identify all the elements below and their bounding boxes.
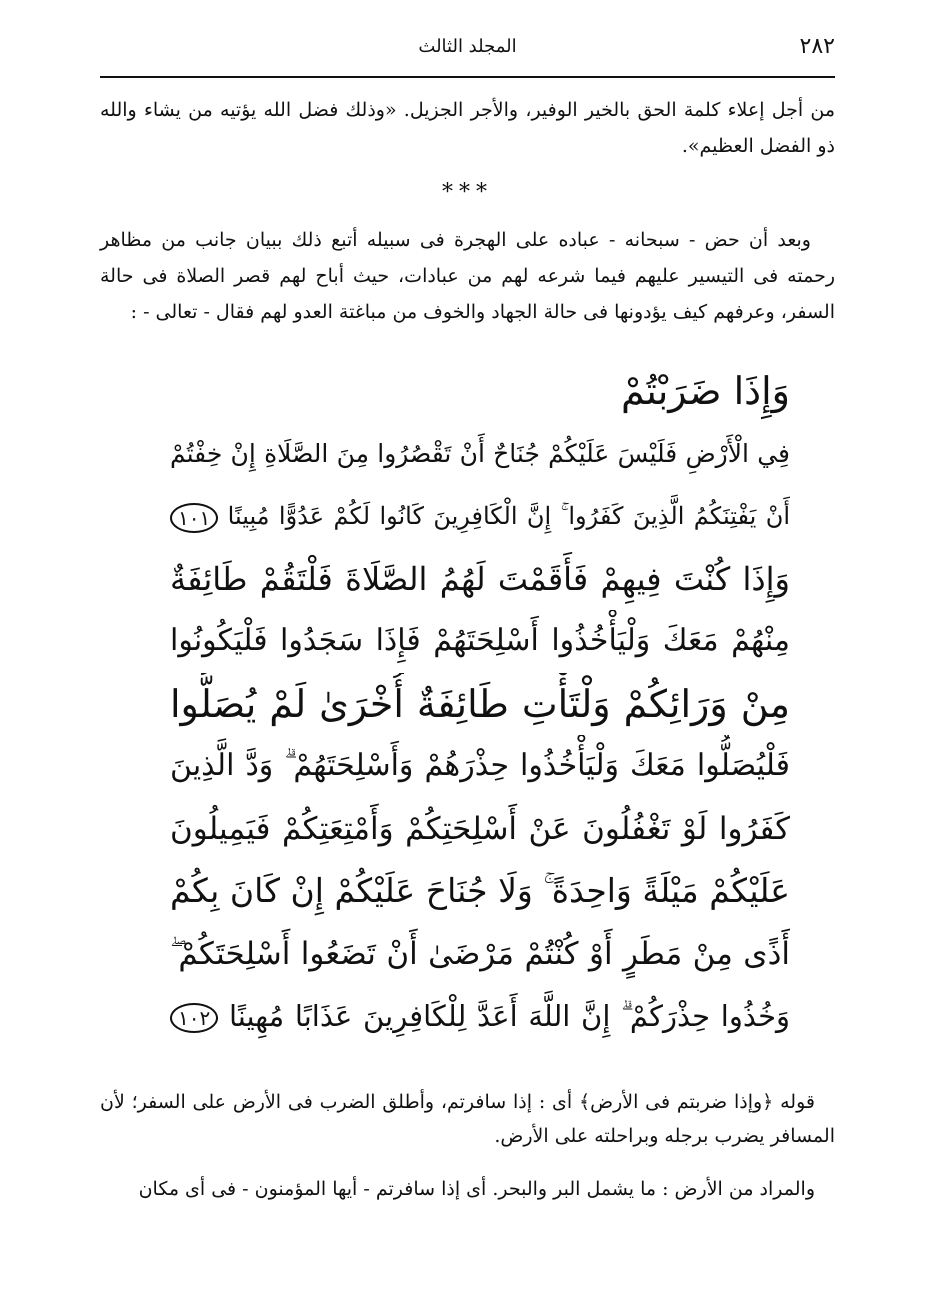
quran-verse-block: [170, 360, 790, 1048]
page-header: [100, 30, 835, 70]
verse-line: فَلْيُصَلُّوا مَعَكَ وَلْيَأْخُذُوا حِذْرَهُمْ وَأَسْلِحَتَهُمْ ۗ وَدَّ الَّذِينَ: [170, 748, 790, 783]
volume-title: المجلد الثالث: [418, 36, 517, 57]
header-rule: [100, 76, 835, 78]
paragraph-commentary-continued: والمراد من الأرض : ما يشمل البر والبحر. أى إذا سافرتم - أيها المؤمنون - فى أى مكان: [138, 1178, 815, 1200]
verse-line: فِي الْأَرْضِ فَلَيْسَ عَلَيْكُمْ جُنَاحٌ أَنْ تَقْصُرُوا مِنَ الصَّلَاةِ إِنْ خِفْتُمْ: [170, 438, 790, 468]
verse-line: مِنْهُمْ مَعَكَ وَلْيَأْخُذُوا أَسْلِحَتَهُمْ فَإِذَا سَجَدُوا فَلْيَكُونُوا: [170, 623, 790, 658]
page-number: ٢٨٢: [799, 34, 835, 59]
paragraph-context: وبعد أن حض - سبحانه - عباده على الهجرة فى سبيله أتبع ذلك ببيان جانب من مظاهر رحمته فى التيسير عليهم فيما شرعه لهم من عبادات، حيث أباح لهم قصر الصلاة فى حالة السفر، وعرفهم كيف يؤدونها فى حالة الجهاد والخوف من مباغتة العدو لهم فقال - تعالى - :: [100, 229, 835, 323]
verse-line: وَإِذَا ضَرَبْتُمْ: [620, 369, 790, 413]
verse-line: مِنْ وَرَائِكُمْ وَلْتَأْتِ طَائِفَةٌ أُخْرَىٰ لَمْ يُصَلُّوا: [170, 681, 790, 726]
verse-line: [170, 485, 790, 548]
section-separator: ***: [442, 180, 493, 205]
ayah-number-marker: ١٠١: [170, 503, 218, 533]
verse-line-text: أَنْ يَفْتِنَكُمُ الَّذِينَ كَفَرُوا ۚ إِنَّ الْكَافِرِينَ كَانُوا لَكُمْ عَدُوًّا مُبِينًا: [227, 502, 790, 530]
paragraph-commentary: قوله ﴿وإذا ضربتم فى الأرض﴾ أى : إذا سافرتم، وأطلق الضرب فى الأرض على السفر؛ لأن المسافر يضرب برجله وبراحلته على الأرض.: [100, 1091, 835, 1147]
verse-line-text: وَخُذُوا حِذْرَكُمْ ۗ إِنَّ اللَّهَ أَعَدَّ لِلْكَافِرِينَ عَذَابًا مُهِينًا: [228, 999, 790, 1033]
ayah-number-marker: ١٠٢: [170, 1003, 218, 1033]
verse-line: أَذًى مِنْ مَطَرٍ أَوْ كُنْتُمْ مَرْضَىٰ أَنْ تَضَعُوا أَسْلِحَتَكُمْ ۖ: [170, 935, 790, 972]
verse-line: وَإِذَا كُنْتَ فِيهِمْ فَأَقَمْتَ لَهُمُ الصَّلَاةَ فَلْتَقُمْ طَائِفَةٌ: [170, 559, 790, 598]
verse-line: كَفَرُوا لَوْ تَغْفُلُونَ عَنْ أَسْلِحَتِكُمْ وَأَمْتِعَتِكُمْ فَيَمِيلُونَ: [170, 810, 790, 847]
verse-line: عَلَيْكُمْ مَيْلَةً وَاحِدَةً ۚ وَلَا جُنَاحَ عَلَيْكُمْ إِنْ كَانَ بِكُمْ: [170, 871, 790, 910]
verse-line: [170, 985, 790, 1048]
paragraph-intro: من أجل إعلاء كلمة الحق بالخير الوفير، والأجر الجزيل. «وذلك فضل الله يؤتيه من يشاء والله ذو الفضل العظيم».: [100, 99, 835, 157]
